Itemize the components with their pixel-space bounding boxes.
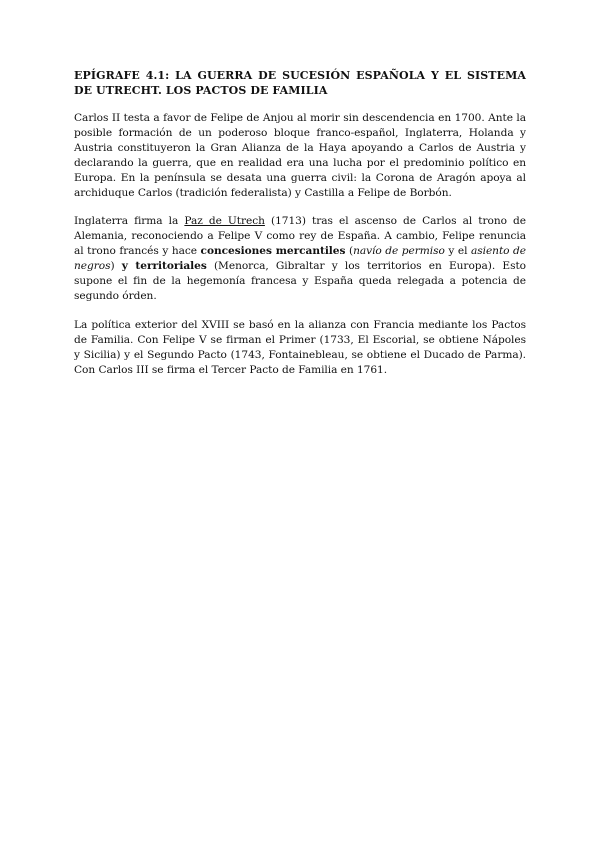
bold-mercantile-concessions: concesiones mercantiles — [200, 245, 346, 258]
document-page — [74, 68, 526, 392]
text-segment: ) — [110, 260, 122, 273]
text-segment: y el — [444, 245, 471, 258]
text-segment: Inglaterra firma la — [74, 215, 185, 228]
italic-navio-de-permiso: navío de permiso — [353, 245, 445, 258]
paragraph-family-pacts: La política exterior del XVIII se basó en la alianza con Francia mediante los Pactos de Familia. Con Felipe V se firman el Primer (1733, El Escorial, se obtiene Nápoles y Sicilia) y el Segundo Pacto (1743, Fontainebleau, se obtiene el Ducado de Parma). Con Carlos III se firma el Tercer Pacto de Familia en 1761. — [74, 318, 526, 376]
document-title: EPÍGRAFE 4.1: LA GUERRA DE SUCESIÓN ESPAÑOLA Y EL SISTEMA DE UTRECHT. LOS PACTOS DE FAMILIA — [74, 69, 526, 97]
italic-asiento-de-negros: asiento de negros — [74, 245, 526, 273]
bold-territorial-concessions: y territoriales — [121, 260, 207, 273]
text-segment: (Menorca, Gibraltar y los territorios en Europa). Esto supone el fin de la hegemonía francesa y España queda relegada a potencia de segundo órden. — [74, 260, 526, 302]
text-segment: ( — [345, 245, 354, 258]
text-segment: (1713) tras el ascenso de Carlos al trono de Alemania, reconociendo a Felipe V como rey de España. A cambio, Felipe renuncia al trono francés y hace — [74, 215, 526, 258]
utrecht-peace-link-text: Paz de Utrech — [184, 215, 265, 228]
paragraph-utrecht-peace — [74, 214, 526, 303]
paragraph-succession-war: Carlos II testa a favor de Felipe de Anjou al morir sin descendencia en 1700. Ante la posible formación de un poderoso bloque franco-español, Inglaterra, Holanda y Austria constituyeron la Gran Alianza de la Haya apoyando a Carlos de Austria y declarando la guerra, que en realidad era una lucha por el predominio político en Europa. En la península se desata una guerra civil: la Corona de Aragón apoya al archiduque Carlos (tradición federalista) y Castilla a Felipe de Borbón. — [74, 112, 526, 199]
